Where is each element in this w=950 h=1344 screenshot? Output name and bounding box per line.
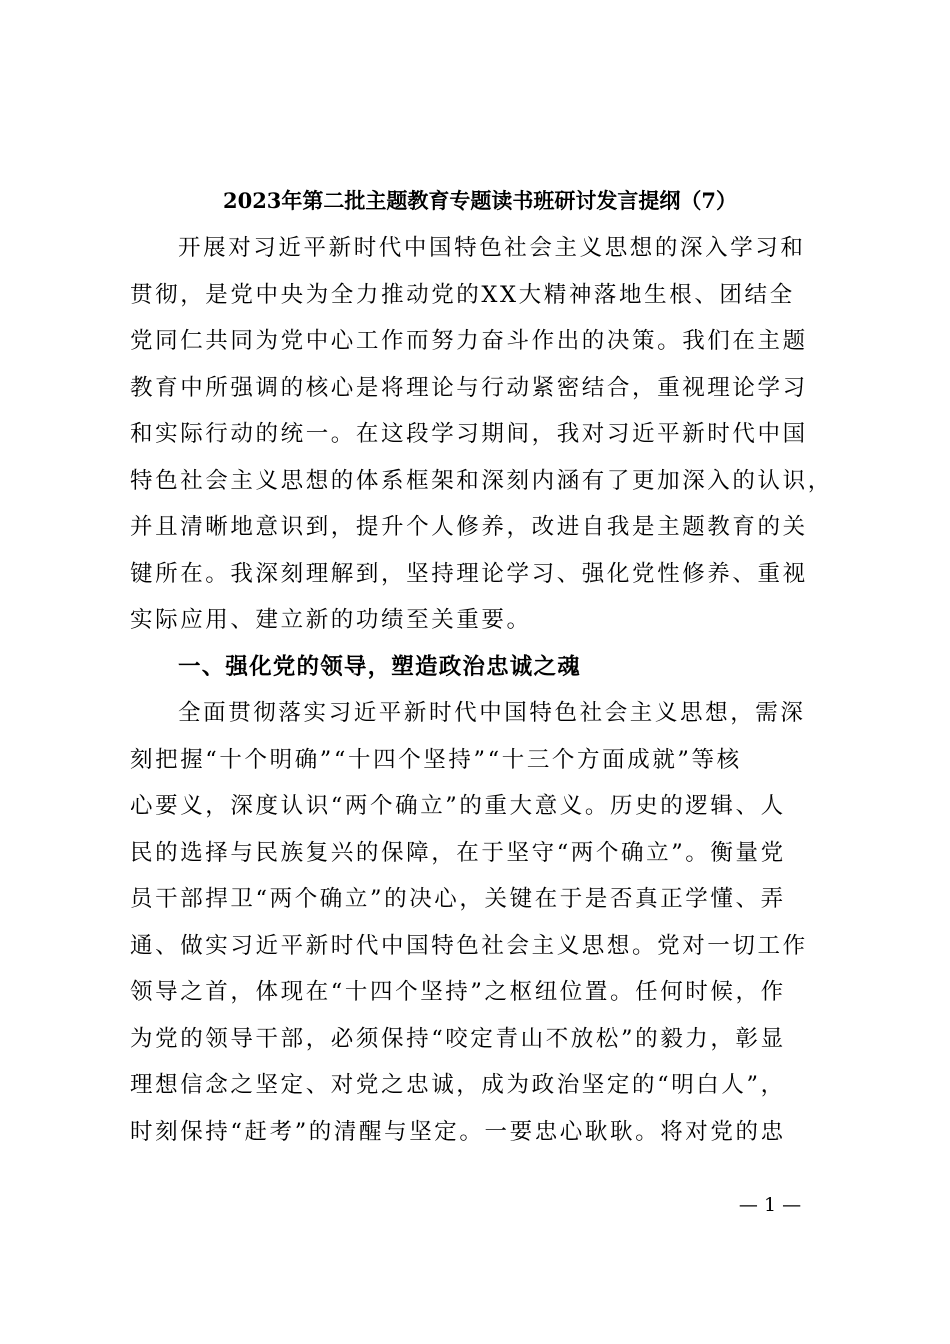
paragraph-line: 特色社会主义思想的体系框架和深刻内涵有了更加深入的认识， xyxy=(130,468,833,494)
paragraph-line: 并且清晰地意识到，提升个人修养，改进自我是主题教育的关 xyxy=(130,514,808,540)
paragraph-line: 民的选择与民族复兴的保障，在于坚守“两个确立”。衡量党 xyxy=(130,840,786,866)
paragraph-line: 贯彻，是党中央为全力推动党的XX大精神落地生根、团结全 xyxy=(130,282,795,308)
paragraph-line: 教育中所强调的核心是将理论与行动紧密结合，重视理论学习 xyxy=(130,375,808,401)
paragraph-line: 时刻保持“赶考”的清醒与坚定。一要忠心耿耿。将对党的忠 xyxy=(130,1119,786,1145)
page-number: — 1 — xyxy=(738,1194,802,1216)
document-title: 2023年第二批主题教育专题读书班研讨发言提纲（7） xyxy=(222,188,738,213)
paragraph-line: 员干部捍卫“两个确立”的决心，关键在于是否真正学懂、弄 xyxy=(130,886,786,912)
paragraph-line: 领导之首，体现在“十四个坚持”之枢纽位置。任何时候，作 xyxy=(130,979,786,1005)
paragraph-line: 实际应用、建立新的功绩至关重要。 xyxy=(130,607,532,633)
paragraph-line: 理想信念之坚定、对党之忠诚，成为政治坚定的“明白人”， xyxy=(130,1072,786,1098)
paragraph-line: 和实际行动的统一。在这段学习期间，我对习近平新时代中国 xyxy=(130,421,808,447)
paragraph-line: 全面贯彻落实习近平新时代中国特色社会主义思想，需深 xyxy=(178,700,806,726)
paragraph-line: 刻把握“十个明确”“十四个坚持”“十三个方面成就”等核 xyxy=(130,747,742,773)
paragraph-line: 开展对习近平新时代中国特色社会主义思想的深入学习和 xyxy=(178,235,806,261)
paragraph-line: 党同仁共同为党中心工作而努力奋斗作出的决策。我们在主题 xyxy=(130,328,808,354)
paragraph-line: 键所在。我深刻理解到，坚持理论学习、强化党性修养、重视 xyxy=(130,561,808,587)
paragraph-line: 心要义，深度认识“两个确立”的重大意义。历史的逻辑、人 xyxy=(130,793,786,819)
paragraph-line: 为党的领导干部，必须保持“咬定青山不放松”的毅力，彰显 xyxy=(130,1026,786,1052)
section-heading: 一、强化党的领导，塑造政治忠诚之魂 xyxy=(178,654,581,680)
paragraph-line: 通、做实习近平新时代中国特色社会主义思想。党对一切工作 xyxy=(130,933,808,959)
